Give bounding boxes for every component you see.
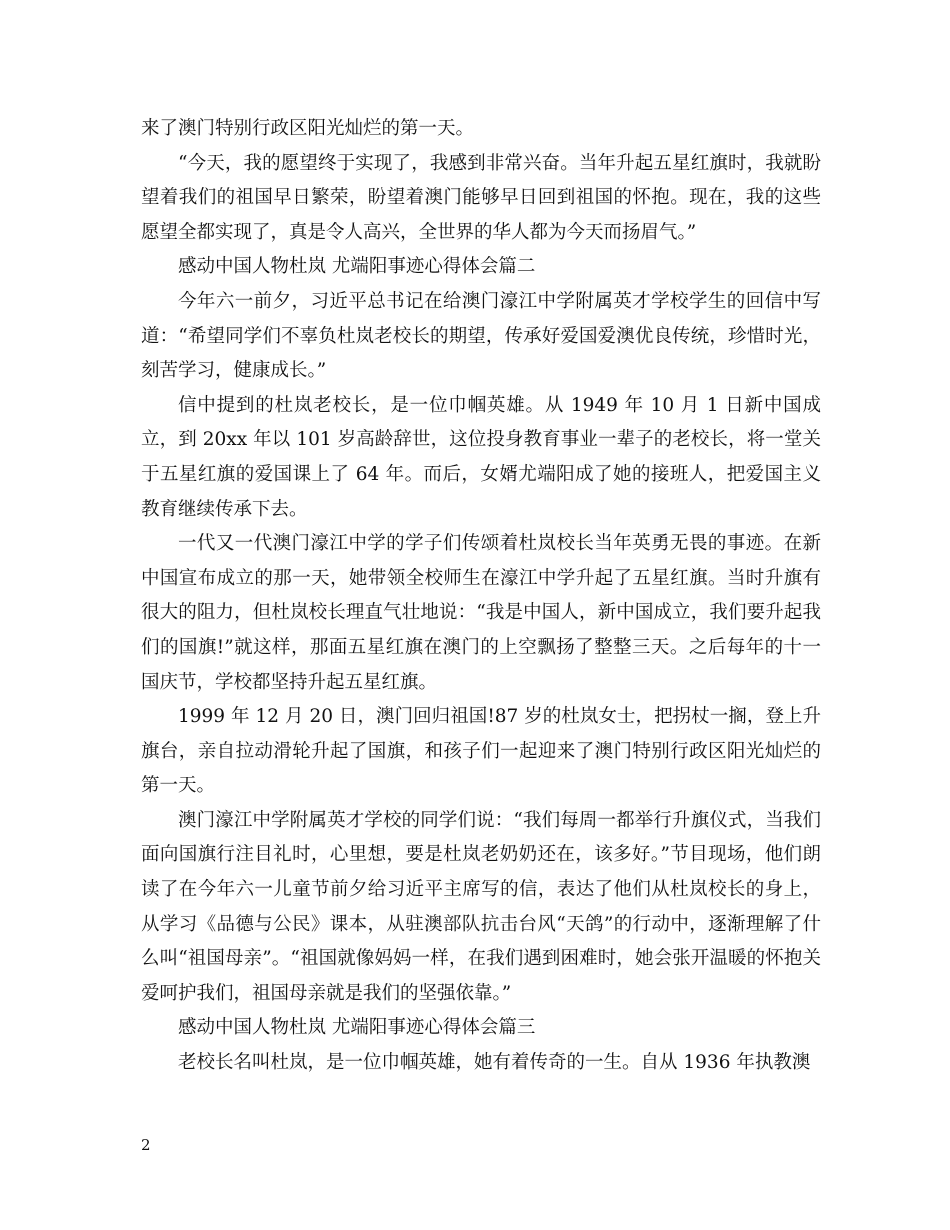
paragraph-letter: 今年六一前夕，习近平总书记在给澳门濠江中学附属英才学校学生的回信中写道：“希望同学们不辜负杜岚老校长的期望，传承好爱国爱澳优良传统，珍惜时光，刻苦学习，健康成长。” bbox=[141, 290, 821, 382]
paragraph-handover: 1999 年 12 月 20 日，澳门回归祖国!87 岁的杜岚女士，把拐杖一搁，登上升旗台，亲自拉动滑轮升起了国旗，和孩子们一起迎来了澳门特别行政区阳光灿烂的第一天。 bbox=[141, 706, 821, 797]
section-heading-part-three: 感动中国人物杜岚 尤端阳事迹心得体会篇三 bbox=[178, 1017, 536, 1039]
paragraph-students: 澳门濠江中学附属英才学校的同学们说：“我们每周一都举行升旗仪式，当我们面向国旗行注目礼时，心里想，要是杜岚老奶奶还在，该多好。”节目现场，他们朗读了在今年六一儿童节前夕给习近平主席写的信，表达了他们从杜岚校长的身上，从学习《品德与公民》课本，从驻澳部队抗击台风“天鸽”的行动中，逐渐理解了什么叫“祖国母亲”。“祖国就像妈妈一样，在我们遇到困难时，她会张开温暖的怀抱关爱呵护我们，祖国母亲就是我们的坚强依靠。” bbox=[141, 809, 821, 1004]
page-number: 2 bbox=[141, 1136, 151, 1154]
paragraph-quote: “今天，我的愿望终于实现了，我感到非常兴奋。当年升起五星红旗时，我就盼望着我们的祖国早日繁荣，盼望着澳门能够早日回到祖国的怀抱。现在，我的这些愿望全都实现了，真是令人高兴，全世界的华人都为今天而扬眉气。” bbox=[141, 152, 821, 243]
paragraph-flag-raising: 一代又一代澳门濠江中学的学子们传颂着杜岚校长当年英勇无畏的事迹。在新中国宣布成立的那一天，她带领全校师生在濠江中学升起了五星红旗。当时升旗有很大的阻力，但杜岚校长理直气壮地说：“我是中国人，新中国成立，我们要升起我们的国旗!”就这样，那面五星红旗在澳门的上空飘扬了整整三天。之后每年的十一国庆节，学校都坚持升起五星红旗。 bbox=[141, 533, 821, 693]
paragraph-continuation: 来了澳门特别行政区阳光灿烂的第一天。 bbox=[141, 118, 475, 139]
section-heading-part-two: 感动中国人物杜岚 尤端阳事迹心得体会篇二 bbox=[178, 256, 536, 278]
paragraph-principal: 信中提到的杜岚老校长，是一位巾帼英雄。从 1949 年 10 月 1 日新中国成立，到 20xx 年以 101 岁高龄辞世，这位投身教育事业一辈子的老校长，将一堂关于五星红旗的爱国课上了 64 年。而后，女婿尤端阳成了她的接班人，把爱国主义教育继续传承下去。 bbox=[141, 394, 821, 520]
paragraph-biography: 老校长名叫杜岚，是一位巾帼英雄，她有着传奇的一生。自从 1936 年执教澳 bbox=[178, 1052, 811, 1074]
document-body bbox=[141, 112, 821, 1081]
